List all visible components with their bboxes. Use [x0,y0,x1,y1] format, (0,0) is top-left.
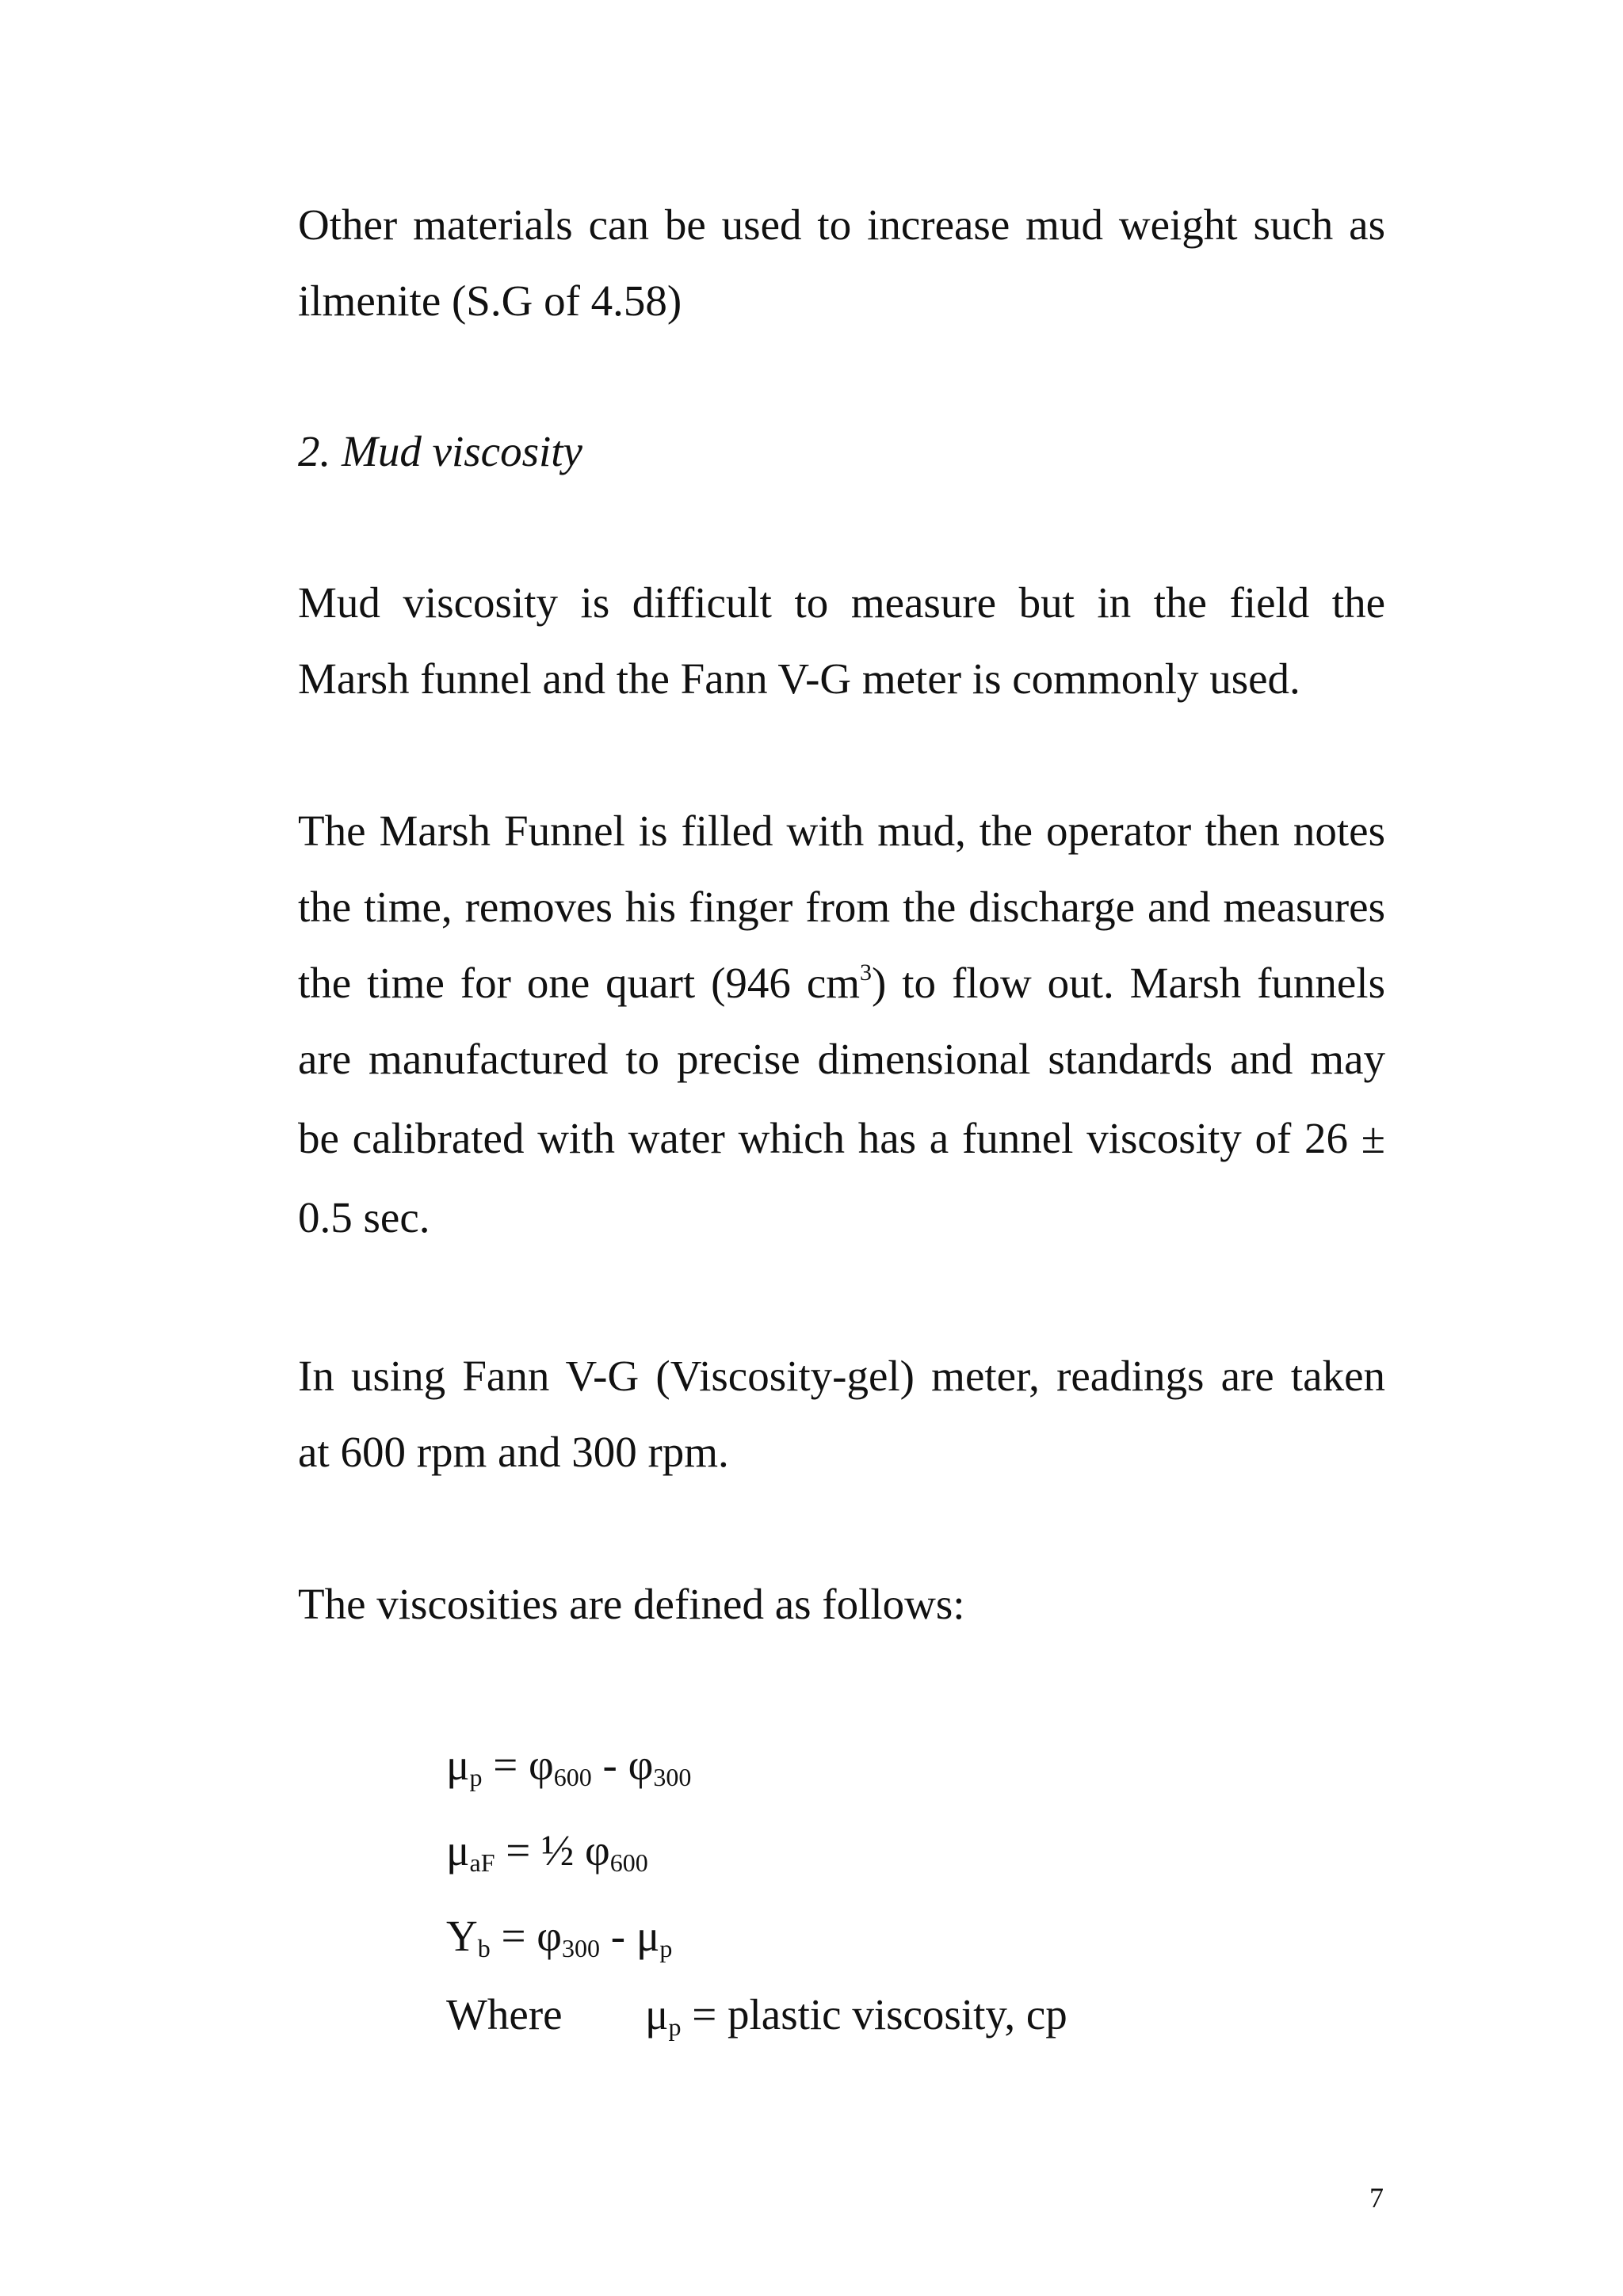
marsh-funnel-paragraph [298,793,1385,1256]
intro-line-1: Other materials can be used to increase mud weight such as [298,200,1385,249]
fann-line-2: at 600 rpm and 300 rpm. [298,1428,729,1476]
marsh-line-1: The Marsh Funnel is filled with mud, the operator then notes [298,807,1385,855]
viscosity-line-2: Marsh funnel and the Fann V-G meter is commonly used. [298,654,1300,703]
equation-plastic-viscosity: $\mu_p = \varphi_{600} - \varphi_{300}$ [446,1741,692,1791]
equation-where-definition: Where $\mu_p$ = plastic viscosity, cp [446,1987,1067,2042]
intro-paragraph [298,187,1385,339]
viscosity-line-1: Mud viscosity is difficult to measure but in the field the [298,578,1385,627]
intro-line-2: ilmenite (S.G of 4.58) [298,277,682,325]
marsh-line-2: the time, removes his finger from the discharge and measures [298,883,1385,931]
viscosity-paragraph [298,565,1385,717]
marsh-line-3: the time for one quart (946 $cm^3$) to flow out. Marsh funnels [298,959,1385,1007]
marsh-line-4: are manufactured to precise dimensional standards and may [298,1035,1385,1083]
marsh-line-5: be calibrated with water which has a funnel viscosity of 26 ± [298,1114,1385,1162]
section-heading: 2. Mud viscosity [298,427,582,475]
defined-line: The viscosities are defined as follows: [298,1580,965,1628]
equation-apparent-viscosity: $\mu_{aF}$ = ½ $\varphi_{600}$ [446,1826,648,1877]
page-number: 7 [1369,2182,1384,2214]
where-label: Where [446,1990,563,2039]
fann-line-1: In using Fann V-G (Viscosity-gel) meter, readings are taken [298,1352,1385,1400]
marsh-line-6: 0.5 sec. [298,1193,430,1241]
fann-paragraph [298,1338,1385,1490]
equation-yield-point: $Y_b = \varphi_{300} - \mu_p$ [446,1912,673,1962]
defined-paragraph [298,1566,1385,1642]
